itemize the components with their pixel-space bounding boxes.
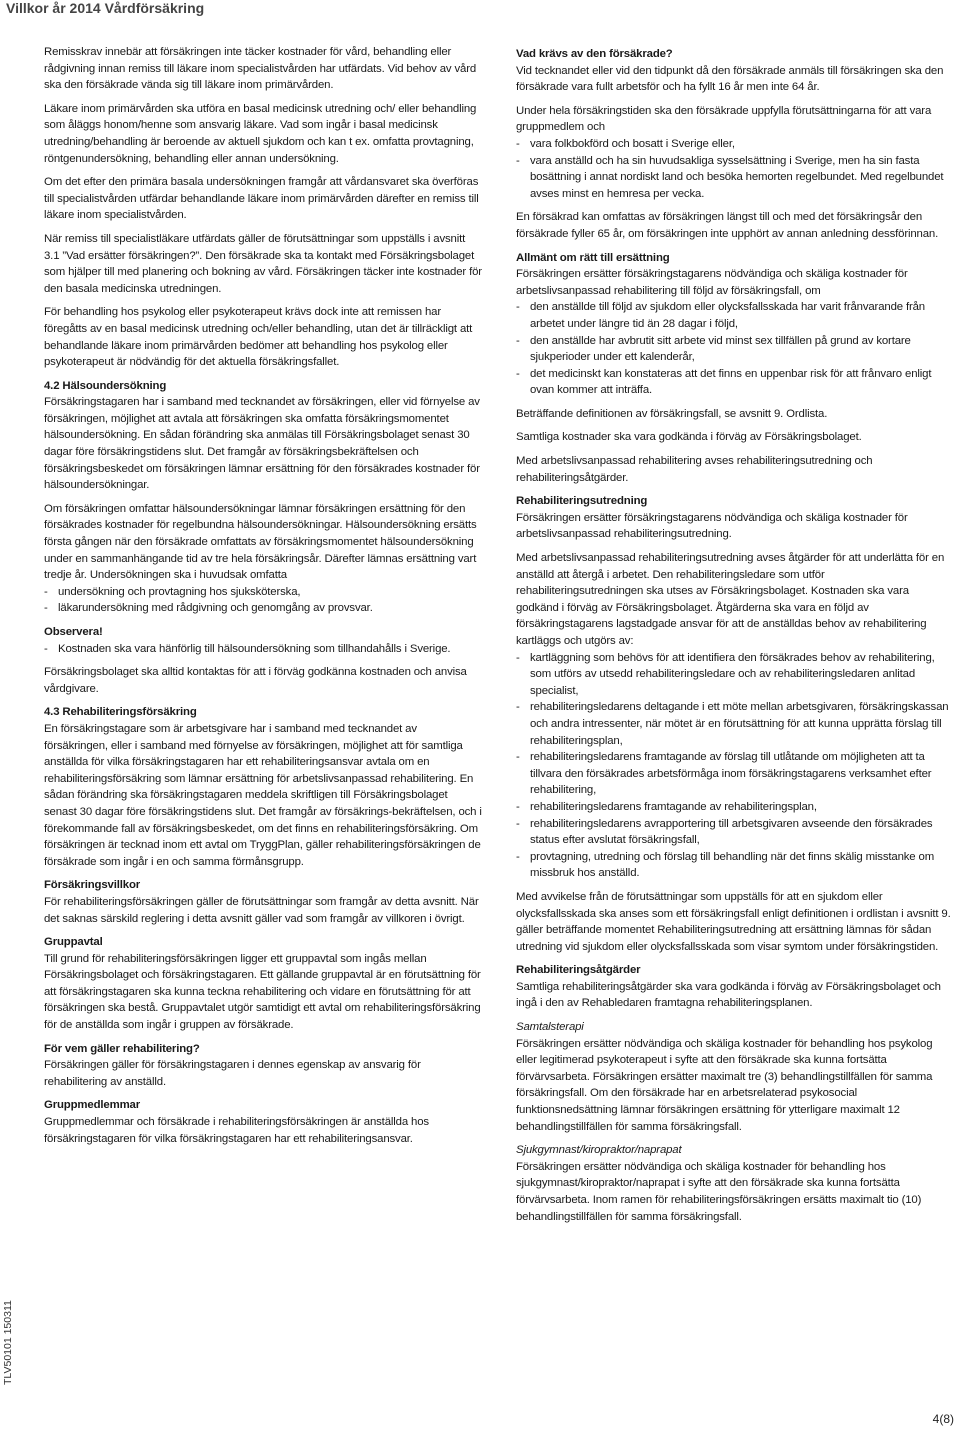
paragraph: Försäkringen ersätter försäkringstagarens nödvändiga och skäliga kostnader för arbetslivsanpassad rehabilitering till följd av försäkringsfall, om: [516, 268, 908, 297]
paragraph: Försäkringen ersätter nödvändiga och skäliga kostnader för behandling hos sjukgymnast/kiropraktor/naprapat i syfte att den försäkrade ska kunna fortsätta förvärvsarbeta. Inom ramen för rehabiliteringsförsäkringen ersätts maximalt tio (10) behandlingstillfällen för samma försäkringsfall.: [516, 1160, 922, 1223]
list-item: - vara anställd och ha sin huvudsakliga sysselsättning i Sverige, men ha sin fasta bosättning i annat nordiskt land och besöka hemorten regelbundet. Med regelbundet avses minst en hemresa per vecka.: [516, 153, 954, 203]
subheading: Rehabiliteringsåtgärder: [516, 964, 641, 977]
paragraph: Om försäkringen omfattar hälsoundersökningar lämnar försäkringen ersättning för den försäkrades kostnader för regelbundna hälsoundersökningar. Hälsoundersökning ersätts första gången när den försäkrade omfattats av försäkringsmomentet hälsoundersökning under en sammanhängande tid av tre hela försäkringsår. Därefter lämnas ersättning vart tredje år. Undersökningen ska i huvudsak omfatta: [44, 502, 477, 582]
paragraph: Läkare inom primärvården ska utföra en basal medicinsk utredning och/ eller behandling som åläggs honom/henne som ansvarig läkare. Vad som ingår i basal medicinsk utredning/behandling är beroende av aktuell sjukdom och kan t ex. omfatta provtagning, röntgenundersökning, behandling eller annan undersökning.: [44, 102, 477, 165]
paragraph: För rehabiliteringsförsäkringen gäller de förutsättningar som framgår av detta avsnitt. När det saknas särskild reglering i detta avsnitt gäller vad som framgår av villkoren i övrigt.: [44, 895, 479, 925]
list-item: - vara folkbokförd och bosatt i Sverige eller,: [516, 136, 954, 153]
list-item: - rehabiliteringsledarens framtagande av rehabiliteringsplan,: [516, 799, 954, 816]
paragraph: Samtliga kostnader ska vara godkända i förväg av Försäkringsbolaget.: [516, 431, 862, 444]
list-item: - provtagning, utredning och förslag till behandling när det finns skälig misstanke om missbruk hos anställd.: [516, 849, 954, 882]
subheading: Gruppavtal: [44, 936, 103, 949]
list-item: - rehabiliteringsledarens framtagande av förslag till utlåtande om möjligheten att ta tillvara den försäkrades arbetsförmåga inom försäkringstagarens verksamhet efter rehabilitering,: [516, 749, 954, 799]
section-heading-4-2: 4.2 Hälsoundersökning: [44, 379, 167, 392]
paragraph: Försäkringen ersätter försäkringstagarens nödvändiga och skäliga kostnader för arbetslivsanpassad rehabiliteringsutredning.: [516, 511, 908, 541]
page-number: 4(8): [932, 1412, 954, 1426]
italic-subheading: Sjukgymnast/kiropraktor/naprapat: [516, 1144, 682, 1157]
paragraph: Om det efter den primära basala undersökningen framgår att vårdansvaret ska överföras till specialistvården utfärdar behandlande läkare inom primärvården därefter en remiss till läkare inom specialistvården.: [44, 176, 479, 222]
bullet-list: [44, 641, 482, 658]
list-item: - kartläggning som behövs för att identifiera den försäkrades behov av rehabilitering, som utförs av utsedd rehabiliteringsledare och av rehabiliteringsledaren anlitad specialist,: [516, 650, 954, 700]
subheading: Gruppmedlemmar: [44, 1099, 141, 1112]
list-item: - den anställde har avbrutit sitt arbete vid minst sex tillfällen på grund av kortare sjukperioder under ett kalenderår,: [516, 333, 954, 366]
list-item: - Kostnaden ska vara hänförlig till hälsoundersökning som tillhandahålls i Sverige.: [44, 641, 482, 658]
paragraph: Under hela försäkringstiden ska den försäkrade uppfylla förutsättningarna för att vara gruppmedlem och: [516, 104, 932, 134]
paragraph: För behandling hos psykolog eller psykoterapeut krävs dock inte att remissen har föregåtts av en basal medicinsk utredning och/eller behandling, utan det är tillräckligt att behandlande läkare inom primärvården bedömer att behandling hos psykolog eller psykoterapeut är nödvändig för det aktuella försäkringsfallet.: [44, 306, 473, 369]
list-item: - rehabiliteringsledarens deltagande i ett möte mellan arbetsgivaren, försäkringskassan och andra intressenter, när mötet är en förutsättning för att kunna upprätta förslag till rehabiliteringsplan,: [516, 699, 954, 749]
bullet-list: [516, 136, 954, 202]
paragraph: Med avvikelse från de förutsättningar som uppställs för att en sjukdom eller olycksfallsskada ska anses som ett försäkringsfall enligt definitionen i ordlistan i avsnitt 9. gäller beträffande momentet Rehabiliteringsutredning att ersättning lämnas för sådan utredning vid sjukdom eller olycksfallsskada som visar symtom under försäkringstiden.: [516, 890, 951, 953]
paragraph: Samtliga rehabiliteringsåtgärder ska vara godkända i förväg av Försäkringsbolaget och ingå i den av Rehabledaren framtagna rehabiliteringsplanen.: [516, 980, 941, 1010]
paragraph: Försäkringsbolaget ska alltid kontaktas för att i förväg godkänna kostnaden och anvisa vårdgivare.: [44, 666, 467, 695]
right-column: [516, 46, 954, 1232]
paragraph: Beträffande definitionen av försäkringsfall, se avsnitt 9. Ordlista.: [516, 407, 828, 420]
paragraph: Försäkringen gäller för försäkringstagaren i dennes egenskap av ansvarig för rehabilitering av anställd.: [44, 1059, 421, 1088]
subheading: Vad krävs av den försäkrade?: [516, 48, 673, 60]
document-code: TLV50101 150311: [2, 1300, 14, 1385]
list-item: - det medicinskt kan konstateras att det finns en uppenbar risk för att frånvaro enligt ovan kommer att inträffa.: [516, 366, 954, 399]
paragraph: Remisskrav innebär att försäkringen inte täcker kostnader för vård, behandling eller rådgivning innan remiss till läkare inom specialistvården har utfärdats. Vid behov av vård ska den försäkrade vända sig till läkare inom primärvården.: [44, 46, 477, 92]
paragraph: Försäkringen ersätter nödvändiga och skäliga kostnader för behandling hos psykolog eller legitimerad psykoterapeut i syfte att den försäkrade ska kunna fortsätta förvärvsarbeta. Försäkringen ersätter maximalt tre (3) behandlingstillfällen för samma försäkringsfall. Om den försäkrade har en arbetsrelaterad psykosocial funktionsnedsättning lämnar försäkringen ersättning för ytterligare maximalt 12 behandlingstillfällen för samma försäkringsfall.: [516, 1037, 933, 1133]
left-column: [44, 44, 482, 1154]
paragraph: När remiss till specialistläkare utfärdats gäller de förutsättningar som uppställs i avsnitt 3.1 ”Vad ersätter försäkringen?”. Den försäkrade ska ta kontakt med Försäkringsbolaget som hjälper till med planering och bokning av vård. Försäkringen täcker inte kostnader för den basala medicinska utredningen.: [44, 232, 482, 295]
paragraph: Till grund för rehabiliteringsförsäkringen ligger ett gruppavtal som ingås mellan Försäkringsbolaget och försäkringstagaren. Ett gällande gruppavtal är en förutsättning för att försäkringstagaren ska kunna teckna rehabilitering och vidare en förutsättning för att försäkringen ska bestå. Gruppavtalet utgör samtidigt ett avtal om rehabiliteringsförsäkring för de anställda som ingår i gruppen av försäkrade.: [44, 952, 481, 1032]
italic-subheading: Samtalsterapi: [516, 1021, 584, 1034]
paragraph: Försäkringstagaren har i samband med tecknandet av försäkringen, eller vid förnyelse av försäkringen, möjlighet att avtala att försäkringen ska omfatta försäkringsmomentet hälsoundersökning. En sådan förändring ska anmälas till Försäkringsbolaget senast 30 dagar före försäkringstidens slut. Det framgår av försäkringsbekräftelsen och försäkringsbeskedet om försäkringen lämnar ersättning för den försäkrades kostnader för hälsoundersökningar.: [44, 396, 480, 492]
bullet-list: [516, 299, 954, 399]
list-item: - läkarundersökning med rådgivning och genomgång av provsvar.: [44, 600, 482, 617]
subheading: Rehabiliteringsutredning: [516, 495, 648, 508]
bullet-list: [516, 650, 954, 882]
paragraph: Med arbetslivsanpassad rehabiliteringsutredning avses åtgärder för att underlätta för en anställd att återgå i arbetet. Den rehabiliteringsledare som utför rehabiliteringsutredningen ska utses av Försäkringsbolaget. Kostnaden ska vara godkänd i förväg av Försäkringsbolaget. Åtgärderna ska vara en följd av försäkringstagarens lagstadgade ansvar för att de anställdas behov av rehabilitering kartläggs och utgörs av:: [516, 552, 945, 647]
document-title: Villkor år 2014 Vårdförsäkring: [6, 0, 205, 16]
bullet-list: [44, 584, 482, 617]
paragraph: En försäkrad kan omfattas av försäkringen längst till och med det försäkringsår den försäkrade fyller 65 år, om försäkringen inte upphört av annan anledning dessförinnan.: [516, 211, 939, 240]
section-heading-4-3: 4.3 Rehabiliteringsförsäkring: [44, 706, 197, 719]
subheading: För vem gäller rehabilitering?: [44, 1042, 200, 1055]
subheading: Försäkringsvillkor: [44, 879, 141, 892]
list-item: - den anställde till följd av sjukdom eller olycksfallsskada har varit frånvarande från arbetet under längre tid än 28 dagar i följd,: [516, 299, 954, 332]
list-item: - rehabiliteringsledarens avrapportering till arbetsgivaren avseende den försäkrades status efter avslutat försäkringsfall,: [516, 816, 954, 849]
subheading: Allmänt om rätt till ersättning: [516, 251, 670, 264]
paragraph: Vid tecknandet eller vid den tidpunkt då den försäkrade anmäls till försäkringen ska den försäkrade vara fullt arbetsför och ha fyllt 16 år men inte 64 år.: [516, 64, 944, 94]
paragraph: Med arbetslivsanpassad rehabilitering avses rehabiliteringsutredning och rehabiliteringsåtgärder.: [516, 455, 873, 484]
list-item: - undersökning och provtagning hos sjuksköterska,: [44, 584, 482, 601]
paragraph: Gruppmedlemmar och försäkrade i rehabiliteringsförsäkringen är anställda hos försäkringstagaren för vilka försäkringstagaren har ett rehabiliteringsansvar.: [44, 1116, 429, 1145]
note-heading: Observera!: [44, 626, 103, 638]
paragraph: En försäkringstagare som är arbetsgivare har i samband med tecknandet av försäkringen, eller i samband med förnyelse av försäkringen, möjlighet att för samtliga anställda för vilka försäkringstagaren har ett rehabiliteringsansvar avtala om en rehabiliteringsförsäkring som lämnar ersättning för arbetslivsanpassad rehabilitering. En sådan förändring ska försäkringstagaren meddela skriftligen till Försäkringsbolaget senast 30 dagar före försäkringstidens slut. Det framgår av försäkrings-bekräftelsen, och i förekommande fall av försäkringsbeskedet, om det finns en rehabiliteringsförsäkring. Om försäkringen är tecknad inom ett avtal om TryggPlan, gäller rehabiliteringsförsäkringen de försäkrade som ingår i en och samma förmånsgrupp.: [44, 722, 482, 868]
